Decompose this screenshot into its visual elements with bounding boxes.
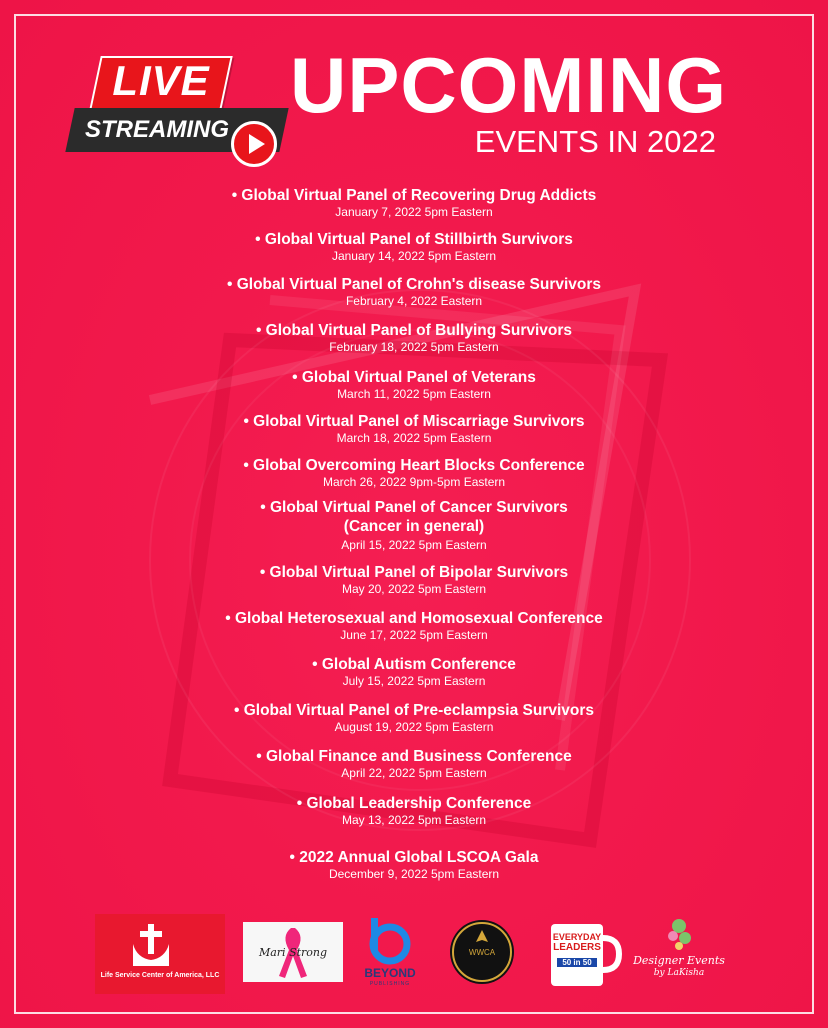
event-name: • Global Virtual Panel of Stillbirth Survivors: [255, 231, 573, 248]
designer-events-text: Designer Events: [633, 954, 725, 967]
event-item: [150, 498, 678, 563]
leaders-text: LEADERS: [553, 942, 601, 953]
mari-strong-text: Mari Strong: [258, 946, 328, 959]
beyond-subtext: PUBLISHING: [369, 981, 411, 987]
event-date: April 22, 2022 5pm Eastern: [341, 766, 487, 780]
event-item: [150, 747, 678, 794]
mug-icon: [547, 914, 623, 994]
event-item: [150, 321, 678, 368]
event-name: • Global Finance and Business Conference: [256, 748, 572, 765]
event-item: [150, 230, 678, 275]
decorative-dots-icon: [633, 914, 725, 954]
event-item: [150, 456, 678, 498]
event-name: • Global Virtual Panel of Veterans: [292, 369, 536, 386]
lsc-logo-text: Life Service Center of America, LLC: [100, 972, 220, 979]
event-name: • Global Autism Conference: [312, 656, 516, 673]
play-icon: [231, 121, 277, 167]
event-name: • 2022 Annual Global LSCOA Gala: [289, 849, 539, 866]
event-date: March 11, 2022 5pm Eastern: [337, 387, 491, 401]
event-item: [150, 794, 678, 848]
event-date: February 18, 2022 5pm Eastern: [329, 340, 499, 354]
event-date: April 15, 2022 5pm Eastern: [341, 538, 487, 552]
event-item: [150, 701, 678, 747]
event-name: • Global Virtual Panel of Miscarriage Survivors: [243, 413, 585, 430]
event-name: • Global Virtual Panel of Pre-eclampsia Survivors: [233, 702, 595, 719]
fifty-in-fifty-text: 50 in 50: [557, 958, 597, 967]
streaming-label: STREAMING: [85, 116, 229, 143]
event-item: [150, 848, 678, 882]
beyond-text: BEYOND: [364, 966, 416, 980]
everyday-text: EVERYDAY: [552, 932, 602, 942]
event-item: [150, 609, 678, 655]
event-name: • Global Leadership Conference: [296, 795, 532, 812]
mari-strong-logo: [243, 914, 343, 994]
event-date: January 14, 2022 5pm Eastern: [331, 249, 497, 263]
sponsor-logos: [95, 914, 735, 994]
event-date: May 13, 2022 5pm Eastern: [341, 813, 487, 827]
event-item: [150, 275, 678, 321]
event-date: May 20, 2022 5pm Eastern: [341, 582, 487, 596]
event-name: • Global Heterosexual and Homosexual Conference: [225, 610, 603, 627]
page-subtitle: EVENTS IN 2022: [474, 124, 716, 159]
wwca-text: WWCA: [468, 948, 496, 957]
event-name: • Global Virtual Panel of Bullying Survivors: [255, 322, 573, 339]
event-item: [150, 368, 678, 412]
event-item: [150, 186, 678, 230]
everyday-leaders-logo: [547, 914, 623, 994]
event-name-line-2: (Cancer in general): [343, 518, 485, 535]
event-date: February 4, 2022 Eastern: [345, 294, 483, 308]
lsc-logo: [95, 914, 225, 994]
event-item: [150, 655, 678, 701]
event-date: December 9, 2022 5pm Eastern: [328, 867, 500, 881]
designer-events-logo: [633, 914, 725, 994]
event-name: • Global Virtual Panel of Recovering Drug Addicts: [231, 187, 597, 204]
event-name: • Global Virtual Panel of Crohn's disease Survivors: [226, 276, 602, 293]
event-item: [150, 563, 678, 609]
event-date: August 19, 2022 5pm Eastern: [334, 720, 494, 734]
event-name: • Global Virtual Panel of Cancer Survivors: [260, 499, 568, 516]
event-name: • Global Virtual Panel of Bipolar Survivors: [259, 564, 569, 581]
event-date: March 18, 2022 5pm Eastern: [336, 431, 492, 445]
beyond-publishing-logo: [357, 914, 423, 994]
event-name: • Global Overcoming Heart Blocks Conference: [243, 457, 585, 474]
wwca-logo: [447, 914, 517, 994]
church-hands-icon: [95, 914, 225, 994]
event-date: July 15, 2022 5pm Eastern: [342, 674, 486, 688]
by-lakisha-text: by LaKisha: [653, 968, 705, 978]
event-date: June 17, 2022 5pm Eastern: [340, 628, 488, 642]
event-date: March 26, 2022 9pm-5pm Eastern: [322, 475, 506, 489]
live-label: LIVE: [112, 57, 210, 104]
event-list: [150, 186, 678, 882]
page-title: UPCOMING: [290, 41, 727, 129]
event-item: [150, 412, 678, 456]
event-date: January 7, 2022 5pm Eastern: [335, 205, 493, 219]
